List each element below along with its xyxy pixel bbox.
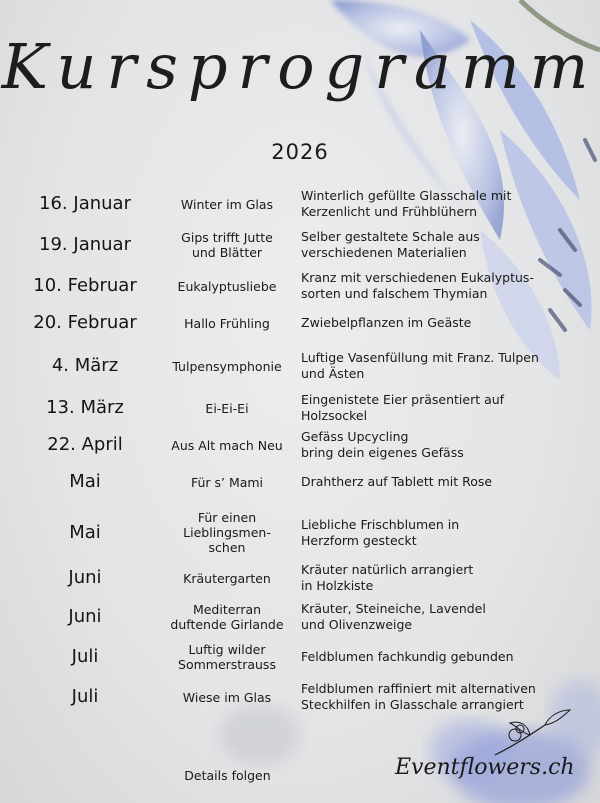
course-name: Für einen Lieblingsmen- schen [183, 510, 271, 555]
course-description: Feldblumen fachkundig gebunden [301, 649, 514, 664]
course-name: Hallo Frühling [184, 315, 270, 331]
course-name: Eukalyptusliebe [177, 278, 277, 294]
course-name: Wiese im Glas [182, 689, 272, 705]
year-label: 2026 [271, 140, 329, 164]
footer-note: Details folgen [184, 768, 271, 783]
course-description: Kräuter, Steineiche, Lavendel und Olivenzweige [301, 601, 486, 632]
course-date: 19. Januar [39, 234, 131, 255]
brand-logo: Eventflowers.ch [395, 755, 575, 780]
course-description: Luftige Vasenfüllung mit Franz. Tulpen und Ästen [301, 350, 539, 381]
course-date: Juni [68, 606, 102, 627]
page-title: Kursprogramm [1, 30, 599, 103]
course-description: Gefäss Upcycling bring dein eigenes Gefäss [301, 429, 464, 460]
course-date: 22. April [47, 434, 123, 455]
course-description: Eingenistete Eier präsentiert auf Holzsockel [301, 392, 505, 423]
course-description: Kranz mit verschiedenen Eukalyptus- sorten und falschem Thymian [301, 270, 534, 301]
course-date: Mai [69, 521, 101, 543]
course-date: 4. März [51, 355, 119, 376]
course-description: Drahtherz auf Tablett mit Rose [301, 474, 493, 489]
course-name: Winter im Glas [180, 196, 274, 212]
course-date: 20. Februar [33, 312, 137, 333]
course-date: 13. März [46, 397, 124, 418]
course-name: Luftig wilder Sommerstrauss [178, 642, 276, 672]
course-date: 10. Februar [33, 275, 137, 296]
course-name: Tulpensymphonie [172, 358, 282, 374]
course-date: Juni [68, 567, 102, 588]
course-description: Selber gestaltete Schale aus verschiedenen Materialien [301, 229, 480, 260]
course-name: Aus Alt mach Neu [171, 437, 283, 453]
course-name: Gips trifft Jutte und Blätter [181, 230, 273, 260]
course-date: Mai [69, 471, 101, 492]
course-date: 16. Januar [39, 193, 131, 214]
course-name: Für s’ Mami [190, 474, 264, 490]
course-date: Juli [71, 686, 99, 707]
course-description: Zwiebelpflanzen im Geäste [301, 315, 472, 330]
course-description: Kräuter natürlich arrangiert in Holzkiste [301, 562, 474, 593]
course-name: Kräutergarten [183, 570, 271, 586]
course-description: Liebliche Frischblumen in Herzform gesteckt [301, 516, 460, 548]
course-date: Juli [71, 646, 99, 667]
course-description: Winterlich gefüllte Glasschale mit Kerzenlicht und Frühblühern [301, 188, 512, 219]
course-name: Mediterran duftende Girlande [170, 602, 284, 632]
course-name: Ei-Ei-Ei [205, 400, 249, 416]
course-description: Feldblumen raffiniert mit alternativen Steckhilfen in Glasschale arrangiert [301, 681, 536, 712]
